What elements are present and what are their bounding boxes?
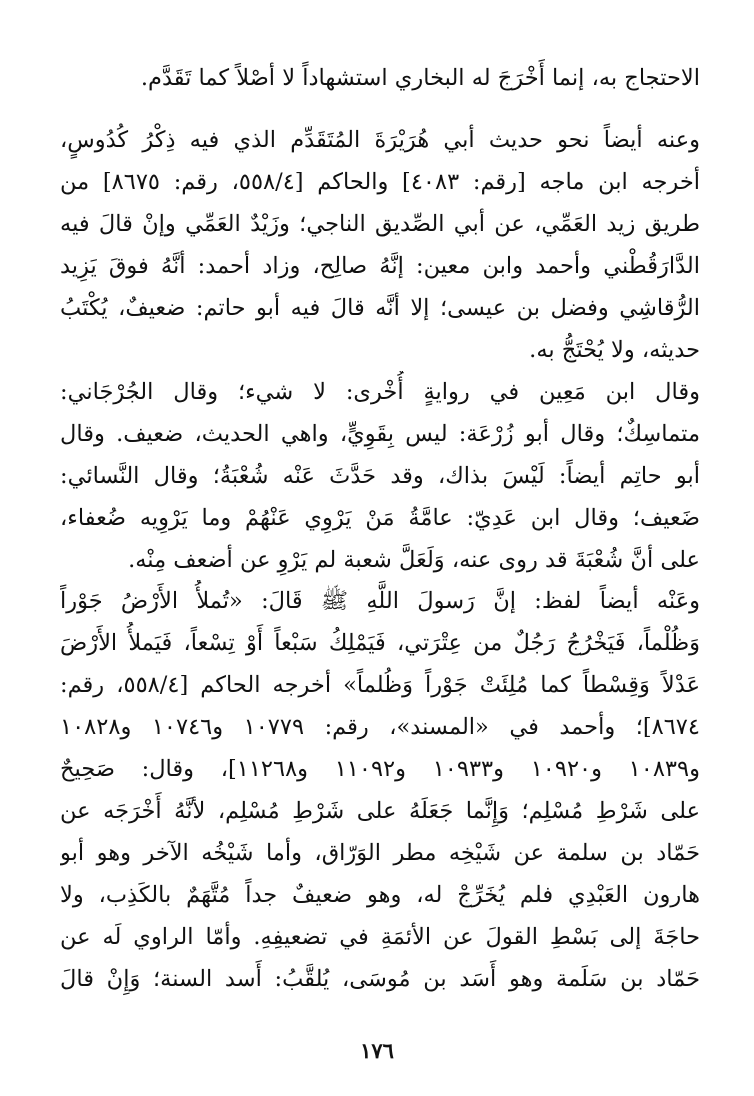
- paragraph-4: [60, 580, 700, 1000]
- text-line: ٨٦٧٤]؛ وأحمد في «المسند»، رقم: ١٠٧٧٩ و١٠٧٤٦ و١٠٨٢٨: [60, 714, 700, 740]
- paragraph-1: [60, 57, 700, 99]
- paragraph-3: [60, 371, 700, 581]
- text-line: الرُّقاشِي وفضل بن عيسى؛ إلا أنَّه قالَ فيه أبو حاتم: ضعيفٌ، يُكْتَبُ: [60, 295, 700, 321]
- text-line: و١٠٨٣٩ و١٠٩٢٠ و١٠٩٣٣ و١١٠٩٢ و١١٢٦٨]، وقال: صَحِيحٌ: [60, 756, 700, 782]
- text-line: ضَعيف؛ وقال ابن عَدِيّ: عامَّةُ مَنْ يَرْوِي عَنْهُمْ وما يَرْوِيه ضُعفاء،: [60, 505, 700, 531]
- paragraph-2: [60, 119, 700, 371]
- text-line: عَدْلاً وَقِسْطاً كما مُلِئَتْ جَوْراً وَظُلماً» أخرجه الحاكم [٥٥٨/٤، رقم:: [60, 672, 700, 698]
- text-line: أخرجه ابن ماجه [رقم: ٤٠٨٣] والحاكم [٥٥٨/٤، رقم: ٨٦٧٥] من: [60, 169, 700, 195]
- text-line: وَظُلْماً، فَيَخْرُجُ رَجُلٌ من عِتْرَتي، فَيَمْلِكُ سَبْعاً أَوْ تِسْعاً، فَيَملأُ الأَرْضَ: [60, 630, 700, 656]
- text-line: على أنَّ شُعْبَةَ قد روى عنه، وَلَعَلَّ شعبة لم يَرْوِ عن أضعف مِنْه.: [128, 547, 700, 573]
- text-line: على شَرْطِ مُسْلِم؛ وَإِنَّما جَعَلَهُ على شَرْطِ مُسْلِم، لأنَّهُ أَخْرَجَه عن: [60, 798, 700, 824]
- text-line: طريق زيد العَمِّي، عن أبي الصِّديق الناجي؛ وزَيْدٌ العَمِّي وإنْ قالَ فيه: [60, 211, 700, 237]
- text-line: هارون العَبْدِي فلم يُخَرِّجْ له، وهو ضعيفٌ جداً مُتَّهَمٌ بالكَذِب، ولا: [60, 882, 700, 908]
- text-line: وقال ابن مَعِين في روايةٍ أُخْرى: لا شيء؛ وقال الجُرْجَاني:: [60, 379, 700, 405]
- page-number: ١٧٦: [360, 1038, 394, 1063]
- text-line: وعَنْه أيضاً لفظ: إنَّ رَسولَ اللَّهِ ﷺ قَالَ: «تُملأُ الأَرْضُ جَوْراً: [60, 588, 700, 614]
- text-line: حاجَةَ إلى بَسْطِ القولَ عن الأئمَةِ في تضعيفِهِ. وأمّا الراوي لَه عن: [60, 924, 700, 950]
- text-line: الاحتجاج به، إنما أَخْرَجَ له البخاري استشهاداً لا أصْلاً كما تَقَدَّم.: [140, 65, 700, 91]
- text-line: حَمّاد بن سلمة عن شَيْخِه مطر الوَرّاق، وأما شَيْخُه الآخر وهو أبو: [60, 840, 700, 866]
- text-line: وعنه أيضاً نحو حديث أبي هُرَيْرَةَ المُتَقَدِّم الذي فيه ذِكْرُ كُدُوسٍ،: [60, 127, 700, 153]
- text-line: أبو حاتِم أيضاً: لَيْسَ بذاك، وقد حَدَّثَ عَنْه شُعْبَةُ؛ وقال النَّسائي:: [60, 463, 700, 489]
- text-line: متماسِكٌ؛ وقال أبو زُرْعَة: ليس بِقَوِيٍّ، واهي الحديث، ضعيف. وقال: [60, 421, 700, 447]
- text-line: الدَّارَقُطْني وأحمد وابن معين: إنَّهُ صالِح، وزاد أحمد: أنَّهُ فوقَ يَزِيد: [60, 253, 700, 279]
- text-line: حديثه، ولا يُحْتَجُّ به.: [529, 337, 700, 363]
- text-line: حَمّاد بن سَلَمة وهو أَسَد بن مُوسَى، يُلقَّبُ: أَسد السنة؛ وَإِنْ قالَ: [60, 966, 700, 992]
